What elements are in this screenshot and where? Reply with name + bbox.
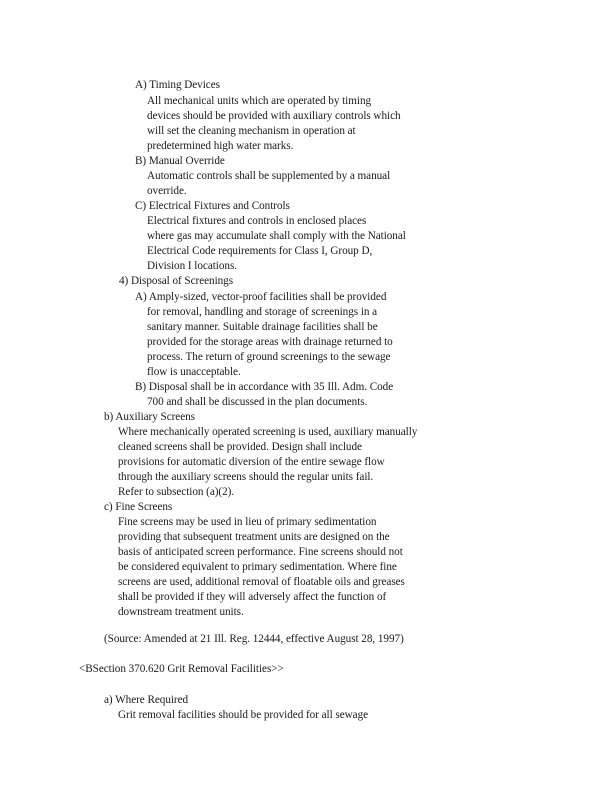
auxiliary-screens-line: cleaned screens shall be provided. Design shall include: [118, 441, 362, 453]
fine-screens-line: Fine screens may be used in lieu of primary sedimentation: [118, 516, 377, 528]
timing-devices-heading: A) Timing Devices: [135, 79, 220, 91]
fine-screens-line: screens are used, additional removal of floatable oils and greases: [118, 576, 405, 588]
disposal-item-b-line: 700 and shall be discussed in the plan documents.: [147, 396, 368, 408]
disposal-item-a-line: A) Amply-sized, vector-proof facilities shall be provided: [135, 291, 387, 303]
fine-screens-line: downstream treatment units.: [118, 606, 244, 618]
auxiliary-screens-line: provisions for automatic diversion of the entire sewage flow: [118, 456, 385, 468]
fine-screens-heading: c) Fine Screens: [104, 501, 173, 513]
disposal-item-b-line: B) Disposal shall be in accordance with 35 Ill. Adm. Code: [135, 381, 394, 393]
electrical-fixtures-line: Electrical Code requirements for Class I, Group D,: [147, 245, 373, 257]
auxiliary-screens-line: Refer to subsection (a)(2).: [118, 486, 235, 498]
timing-devices-line: will set the cleaning mechanism in operation at: [147, 125, 356, 137]
electrical-fixtures-heading: C) Electrical Fixtures and Controls: [135, 200, 290, 212]
timing-devices-line: predetermined high water marks.: [147, 140, 294, 152]
disposal-heading: 4) Disposal of Screenings: [119, 275, 234, 287]
where-required-heading: a) Where Required: [104, 694, 189, 706]
electrical-fixtures-line: where gas may accumulate shall comply with the National: [147, 230, 406, 242]
source-note: (Source: Amended at 21 Ill. Reg. 12444, effective August 28, 1997): [104, 633, 404, 645]
auxiliary-screens-line: through the auxiliary screens should the regular units fail.: [118, 471, 374, 483]
disposal-item-a-line: for removal, handling and storage of screenings in a: [147, 306, 378, 318]
timing-devices-line: All mechanical units which are operated by timing: [147, 95, 372, 107]
electrical-fixtures-line: Division I locations.: [147, 260, 237, 272]
manual-override-heading: B) Manual Override: [135, 155, 225, 167]
fine-screens-line: be considered equivalent to primary sedimentation. Where fine: [118, 561, 397, 573]
disposal-item-a-line: flow is unacceptable.: [147, 366, 241, 378]
auxiliary-screens-heading: b) Auxiliary Screens: [104, 411, 195, 423]
auxiliary-screens-line: Where mechanically operated screening is used, auxiliary manually: [118, 426, 418, 438]
timing-devices-line: devices should be provided with auxiliary controls which: [147, 110, 401, 122]
fine-screens-line: providing that subsequent treatment units are designed on the: [118, 531, 390, 543]
electrical-fixtures-line: Electrical fixtures and controls in enclosed places: [147, 215, 367, 227]
manual-override-line: override.: [147, 185, 187, 197]
manual-override-line: Automatic controls shall be supplemented by a manual: [147, 170, 391, 182]
fine-screens-line: shall be provided if they will adversely affect the function of: [118, 591, 387, 603]
where-required-line: Grit removal facilities should be provided for all sewage: [118, 709, 369, 721]
disposal-item-a-line: sanitary manner. Suitable drainage facilities shall be: [147, 321, 378, 333]
section-heading: <BSection 370.620 Grit Removal Facilities>>: [79, 663, 284, 675]
disposal-item-a-line: provided for the storage areas with drainage returned to: [147, 336, 393, 348]
disposal-item-a-line: process. The return of ground screenings to the sewage: [147, 351, 391, 363]
fine-screens-line: basis of anticipated screen performance. Fine screens should not: [118, 546, 403, 558]
